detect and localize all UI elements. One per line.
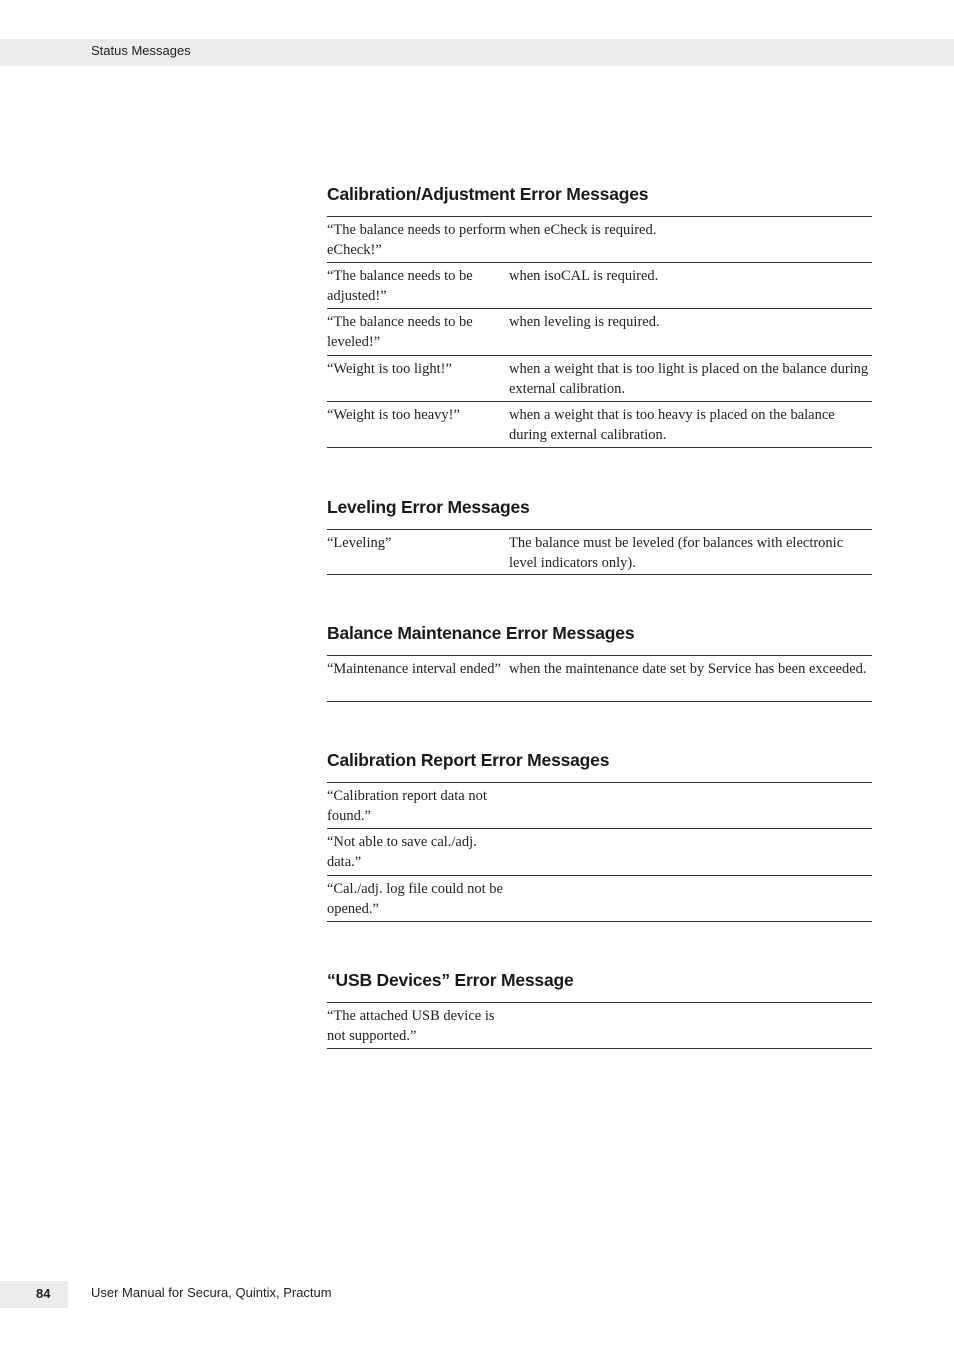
table-row: [327, 829, 872, 876]
message-table: [327, 529, 872, 575]
table-row: [327, 783, 872, 829]
table-row: [327, 309, 872, 356]
description-cell: when a weight that is too heavy is placed on the balance during external calibration.: [509, 407, 835, 443]
table-row: [327, 402, 872, 448]
message-cell: “The attached USB device is not supported.”: [327, 1008, 495, 1044]
message-cell: “Leveling”: [327, 535, 392, 551]
section-title: Leveling Error Messages: [327, 497, 530, 517]
table-row: [327, 530, 872, 575]
section-usb-devices: [327, 968, 872, 1049]
message-table: [327, 1002, 872, 1049]
message-cell: “The balance needs to be adjusted!”: [327, 268, 473, 304]
page-number: 84: [36, 1286, 51, 1301]
message-cell: “Calibration report data not found.”: [327, 788, 487, 824]
message-cell: “Maintenance interval ended”: [327, 661, 501, 677]
table-row: [327, 263, 872, 309]
description-cell: when the maintenance date set by Service has been exceeded.: [509, 661, 867, 677]
section-leveling: [327, 495, 872, 575]
message-cell: “Not able to save cal./adj. data.”: [327, 834, 477, 870]
table-row: [327, 1003, 872, 1049]
page-number-band: [0, 1281, 68, 1308]
section-title: Calibration Report Error Messages: [327, 750, 610, 770]
message-cell: “Weight is too light!”: [327, 361, 452, 377]
message-table: [327, 782, 872, 922]
running-header: Status Messages: [91, 43, 191, 58]
table-row: [327, 217, 872, 263]
table-row: [327, 356, 872, 402]
description-cell: [509, 1003, 872, 1048]
message-cell: “Cal./adj. log file could not be opened.”: [327, 881, 503, 917]
description-cell: [509, 829, 872, 875]
section-calibration-adjustment: [327, 182, 872, 448]
message-table: [327, 216, 872, 448]
description-cell: when isoCAL is required.: [509, 268, 659, 284]
message-cell: “The balance needs to perform eCheck!”: [327, 222, 506, 258]
message-table: [327, 655, 872, 702]
description-cell: when leveling is required.: [509, 314, 660, 330]
section-calibration-report: [327, 748, 872, 922]
section-title: Calibration/Adjustment Error Messages: [327, 184, 649, 204]
section-title: Balance Maintenance Error Messages: [327, 623, 635, 643]
description-cell: when eCheck is required.: [509, 222, 657, 238]
message-cell: “Weight is too heavy!”: [327, 407, 460, 423]
description-cell: [509, 783, 872, 828]
running-footer: User Manual for Secura, Quintix, Practum: [91, 1285, 332, 1300]
description-cell: [509, 876, 872, 921]
table-row: [327, 656, 872, 702]
section-title: “USB Devices” Error Message: [327, 970, 574, 990]
description-cell: The balance must be leveled (for balances with electronic level indicators only).: [509, 535, 844, 571]
message-cell: “The balance needs to be leveled!”: [327, 314, 473, 350]
table-row: [327, 876, 872, 922]
description-cell: when a weight that is too light is placed on the balance during external calibration.: [509, 361, 869, 397]
section-balance-maintenance: [327, 621, 872, 702]
